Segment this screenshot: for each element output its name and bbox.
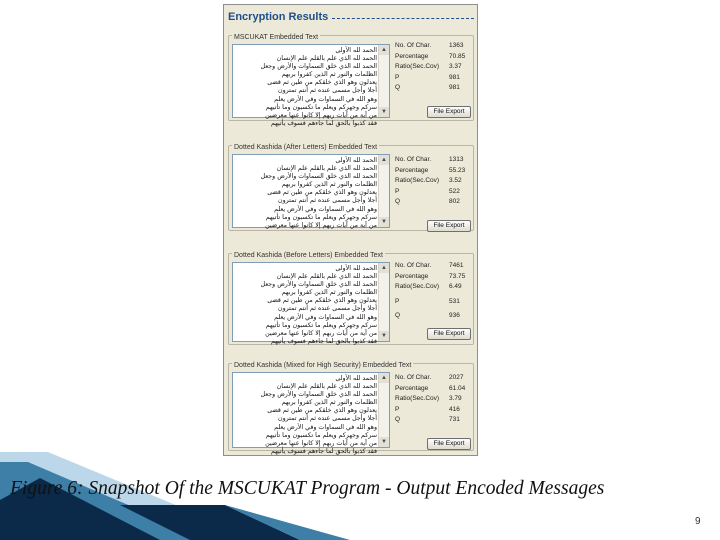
panel-title: Dotted Kashida (After Letters) Embedded Text bbox=[234, 144, 378, 151]
stat-row bbox=[395, 385, 471, 396]
stat-value: 522 bbox=[449, 187, 460, 195]
file-export-button[interactable]: File Export bbox=[427, 328, 471, 340]
text-line: الحمد لله الذي علم بالقلم علم الإنسان bbox=[276, 273, 377, 281]
figure-caption: Figure 6: Snapshot Of the MSCUKAT Program - Output Encoded Messages bbox=[10, 478, 605, 499]
stat-label: Percentage bbox=[395, 52, 429, 60]
stat-label: Q bbox=[395, 312, 401, 319]
stat-value: 3.37 bbox=[449, 63, 462, 70]
stat-row bbox=[395, 167, 471, 178]
scroll-down-arrow-icon[interactable]: ▼ bbox=[379, 331, 389, 341]
text-line: فقد كذبوا بالحق لما جاءهم فسوف يأتيهم bbox=[270, 447, 377, 455]
text-line: من آية من آيات ربهم إلا كانوا عنها معرضين bbox=[265, 329, 377, 337]
stat-label: No. Of Char. bbox=[395, 262, 432, 269]
stat-label: P bbox=[395, 297, 400, 305]
stat-value: 6.49 bbox=[449, 283, 462, 290]
stat-value: 731 bbox=[449, 416, 460, 423]
embedded-text-area[interactable] bbox=[232, 154, 390, 228]
stat-value: 3.52 bbox=[449, 177, 462, 184]
stat-row bbox=[395, 156, 471, 167]
embedded-text-area[interactable] bbox=[232, 44, 390, 127]
stat-value: 1363 bbox=[449, 42, 464, 49]
file-export-button[interactable]: File Export bbox=[427, 438, 471, 450]
stat-row bbox=[395, 42, 471, 53]
stat-label: P bbox=[395, 187, 400, 195]
text-line: من آية من آيات ربهم إلا كانوا عنها معرضين bbox=[265, 439, 377, 447]
stat-row bbox=[395, 273, 471, 284]
panel-title: Dotted Kashida (Mixed for High Security) Embedded Text bbox=[234, 362, 412, 369]
stat-label: Percentage bbox=[395, 166, 429, 174]
stats-block bbox=[395, 262, 471, 323]
embedded-text-area[interactable] bbox=[232, 262, 390, 345]
stat-value: 936 bbox=[449, 312, 460, 319]
panel-dotted-kashida-before bbox=[228, 253, 474, 345]
scroll-up-arrow-icon[interactable]: ▲ bbox=[379, 155, 389, 165]
stat-value: 1313 bbox=[449, 156, 464, 163]
text-line: أجلا وأجل مسمى عنده ثم أنتم تمترون bbox=[278, 415, 377, 423]
stat-row bbox=[395, 74, 471, 85]
encryption-results-window bbox=[223, 4, 478, 456]
stat-value: 73.75 bbox=[449, 272, 466, 280]
text-line: سركم وجهركم ويعلم ما تكسبون وما تأتيهم bbox=[265, 431, 377, 439]
text-line: يعدلون وهو الذي خلقكم من طين ثم قضى bbox=[267, 297, 377, 305]
stat-value: 981 bbox=[449, 84, 460, 91]
text-line: أجلا وأجل مسمى عنده ثم أنتم تمترون bbox=[278, 197, 377, 205]
panel-dotted-kashida-mixed bbox=[228, 362, 474, 455]
vertical-scrollbar[interactable] bbox=[378, 263, 389, 341]
embedded-text-area[interactable] bbox=[232, 372, 390, 455]
stat-row bbox=[395, 63, 471, 74]
stat-row bbox=[395, 395, 471, 406]
stat-label: Q bbox=[395, 416, 401, 423]
stat-label: Q bbox=[395, 84, 401, 91]
stat-row bbox=[395, 406, 471, 417]
text-line: الحمد لله الذي خلق السماوات والأرض وجعل bbox=[260, 173, 377, 181]
vertical-scrollbar[interactable] bbox=[378, 155, 389, 227]
text-line: الحمد لله الذي خلق السماوات والأرض وجعل bbox=[260, 63, 377, 71]
stat-value: 981 bbox=[449, 73, 460, 81]
stat-label: Q bbox=[395, 198, 401, 205]
stats-block bbox=[395, 42, 471, 95]
text-line: وهو الله في السماوات وفي الأرض يعلم bbox=[274, 205, 377, 213]
stat-row bbox=[395, 298, 471, 309]
text-line: أجلا وأجل مسمى عنده ثم أنتم تمترون bbox=[278, 87, 377, 95]
scroll-up-arrow-icon[interactable]: ▲ bbox=[379, 263, 389, 273]
stat-value: 7461 bbox=[449, 262, 464, 269]
panel-dotted-kashida-after bbox=[228, 145, 474, 231]
text-line: الظلمات والنور ثم الذين كفروا بربهم bbox=[281, 289, 377, 297]
stat-label: No. Of Char. bbox=[395, 374, 432, 381]
stats-block bbox=[395, 156, 471, 209]
text-line: وهو الله في السماوات وفي الأرض يعلم bbox=[274, 313, 377, 321]
stat-row bbox=[395, 84, 471, 95]
text-line: الحمد لله الأولى bbox=[335, 375, 377, 382]
stat-row bbox=[395, 177, 471, 188]
panel-mscukat bbox=[228, 34, 474, 127]
stat-row bbox=[395, 312, 471, 323]
vertical-scrollbar[interactable] bbox=[378, 45, 389, 117]
stat-row bbox=[395, 188, 471, 199]
stat-value: 416 bbox=[449, 405, 460, 413]
text-line: الحمد لله الأولى bbox=[335, 265, 377, 272]
text-line: فقد كذبوا بالحق لما جاءهم فسوف يأتيهم bbox=[270, 337, 377, 345]
stat-value: 2027 bbox=[449, 374, 464, 381]
file-export-button[interactable]: File Export bbox=[427, 106, 471, 118]
stat-value: 70.85 bbox=[449, 52, 466, 60]
text-line: يعدلون وهو الذي خلقكم من طين ثم قضى bbox=[267, 407, 377, 415]
text-line: الحمد لله الذي علم بالقلم علم الإنسان bbox=[276, 165, 377, 173]
vertical-scrollbar[interactable] bbox=[378, 373, 389, 447]
scroll-down-arrow-icon[interactable]: ▼ bbox=[379, 107, 389, 117]
stats-block bbox=[395, 374, 471, 427]
stat-label: Percentage bbox=[395, 272, 429, 280]
panel-title: MSCUKAT Embedded Text bbox=[234, 34, 319, 41]
text-line: الحمد لله الأولى bbox=[335, 157, 377, 164]
stat-value: 3.79 bbox=[449, 395, 462, 402]
scroll-up-arrow-icon[interactable]: ▲ bbox=[379, 45, 389, 55]
text-line: يعدلون وهو الذي خلقكم من طين ثم قضى bbox=[267, 79, 377, 87]
stat-label: Ratio(Sec.Cov) bbox=[395, 283, 440, 290]
window-title: Encryption Results bbox=[228, 9, 474, 25]
text-line: وهو الله في السماوات وفي الأرض يعلم bbox=[274, 95, 377, 103]
text-line: وهو الله في السماوات وفي الأرض يعلم bbox=[274, 423, 377, 431]
text-line: الحمد لله الذي علم بالقلم علم الإنسان bbox=[276, 55, 377, 63]
stat-row bbox=[395, 283, 471, 294]
stat-row bbox=[395, 262, 471, 273]
stat-value: 61.04 bbox=[449, 384, 466, 392]
stat-value: 531 bbox=[449, 297, 460, 305]
stat-row bbox=[395, 198, 471, 209]
text-line: من آية من آيات ربهم إلا كانوا عنها معرضين bbox=[265, 111, 377, 119]
stat-label: Ratio(Sec.Cov) bbox=[395, 395, 440, 402]
stat-row bbox=[395, 416, 471, 427]
stat-value: 55.23 bbox=[449, 166, 466, 174]
text-line: الظلمات والنور ثم الذين كفروا بربهم bbox=[281, 71, 377, 79]
file-export-button[interactable]: File Export bbox=[427, 220, 471, 232]
text-line: أجلا وأجل مسمى عنده ثم أنتم تمترون bbox=[278, 305, 377, 313]
text-line: سركم وجهركم ويعلم ما تكسبون وما تأتيهم bbox=[265, 213, 377, 221]
panel-title: Dotted Kashida (Before Letters) Embedded Text bbox=[234, 252, 383, 259]
text-line: من آية من آيات ربهم إلا كانوا عنها معرضين bbox=[265, 221, 377, 229]
stat-row bbox=[395, 374, 471, 385]
text-line: الحمد لله الأولى bbox=[335, 47, 377, 54]
text-line: سركم وجهركم ويعلم ما تكسبون وما تأتيهم bbox=[265, 321, 377, 329]
text-line: الظلمات والنور ثم الذين كفروا بربهم bbox=[281, 399, 377, 407]
scroll-down-arrow-icon[interactable]: ▼ bbox=[379, 437, 389, 447]
text-line: سركم وجهركم ويعلم ما تكسبون وما تأتيهم bbox=[265, 103, 377, 111]
stat-label: P bbox=[395, 405, 400, 413]
stat-label: Ratio(Sec.Cov) bbox=[395, 177, 440, 184]
stat-label: P bbox=[395, 73, 400, 81]
stat-label: No. Of Char. bbox=[395, 42, 432, 49]
text-line: الحمد لله الذي خلق السماوات والأرض وجعل bbox=[260, 281, 377, 289]
stat-label: No. Of Char. bbox=[395, 156, 432, 163]
stat-label: Percentage bbox=[395, 384, 429, 392]
scroll-up-arrow-icon[interactable]: ▲ bbox=[379, 373, 389, 383]
page-number: 9 bbox=[695, 516, 701, 527]
scroll-down-arrow-icon[interactable]: ▼ bbox=[379, 217, 389, 227]
text-line: الحمد لله الذي علم بالقلم علم الإنسان bbox=[276, 383, 377, 391]
text-line: الظلمات والنور ثم الذين كفروا بربهم bbox=[281, 181, 377, 189]
text-line: فقد كذبوا بالحق لما جاءهم فسوف يأتيهم bbox=[270, 119, 377, 127]
stat-label: Ratio(Sec.Cov) bbox=[395, 63, 440, 70]
text-line: يعدلون وهو الذي خلقكم من طين ثم قضى bbox=[267, 189, 377, 197]
stat-row bbox=[395, 53, 471, 64]
stat-value: 802 bbox=[449, 198, 460, 205]
text-line: الحمد لله الذي خلق السماوات والأرض وجعل bbox=[260, 391, 377, 399]
